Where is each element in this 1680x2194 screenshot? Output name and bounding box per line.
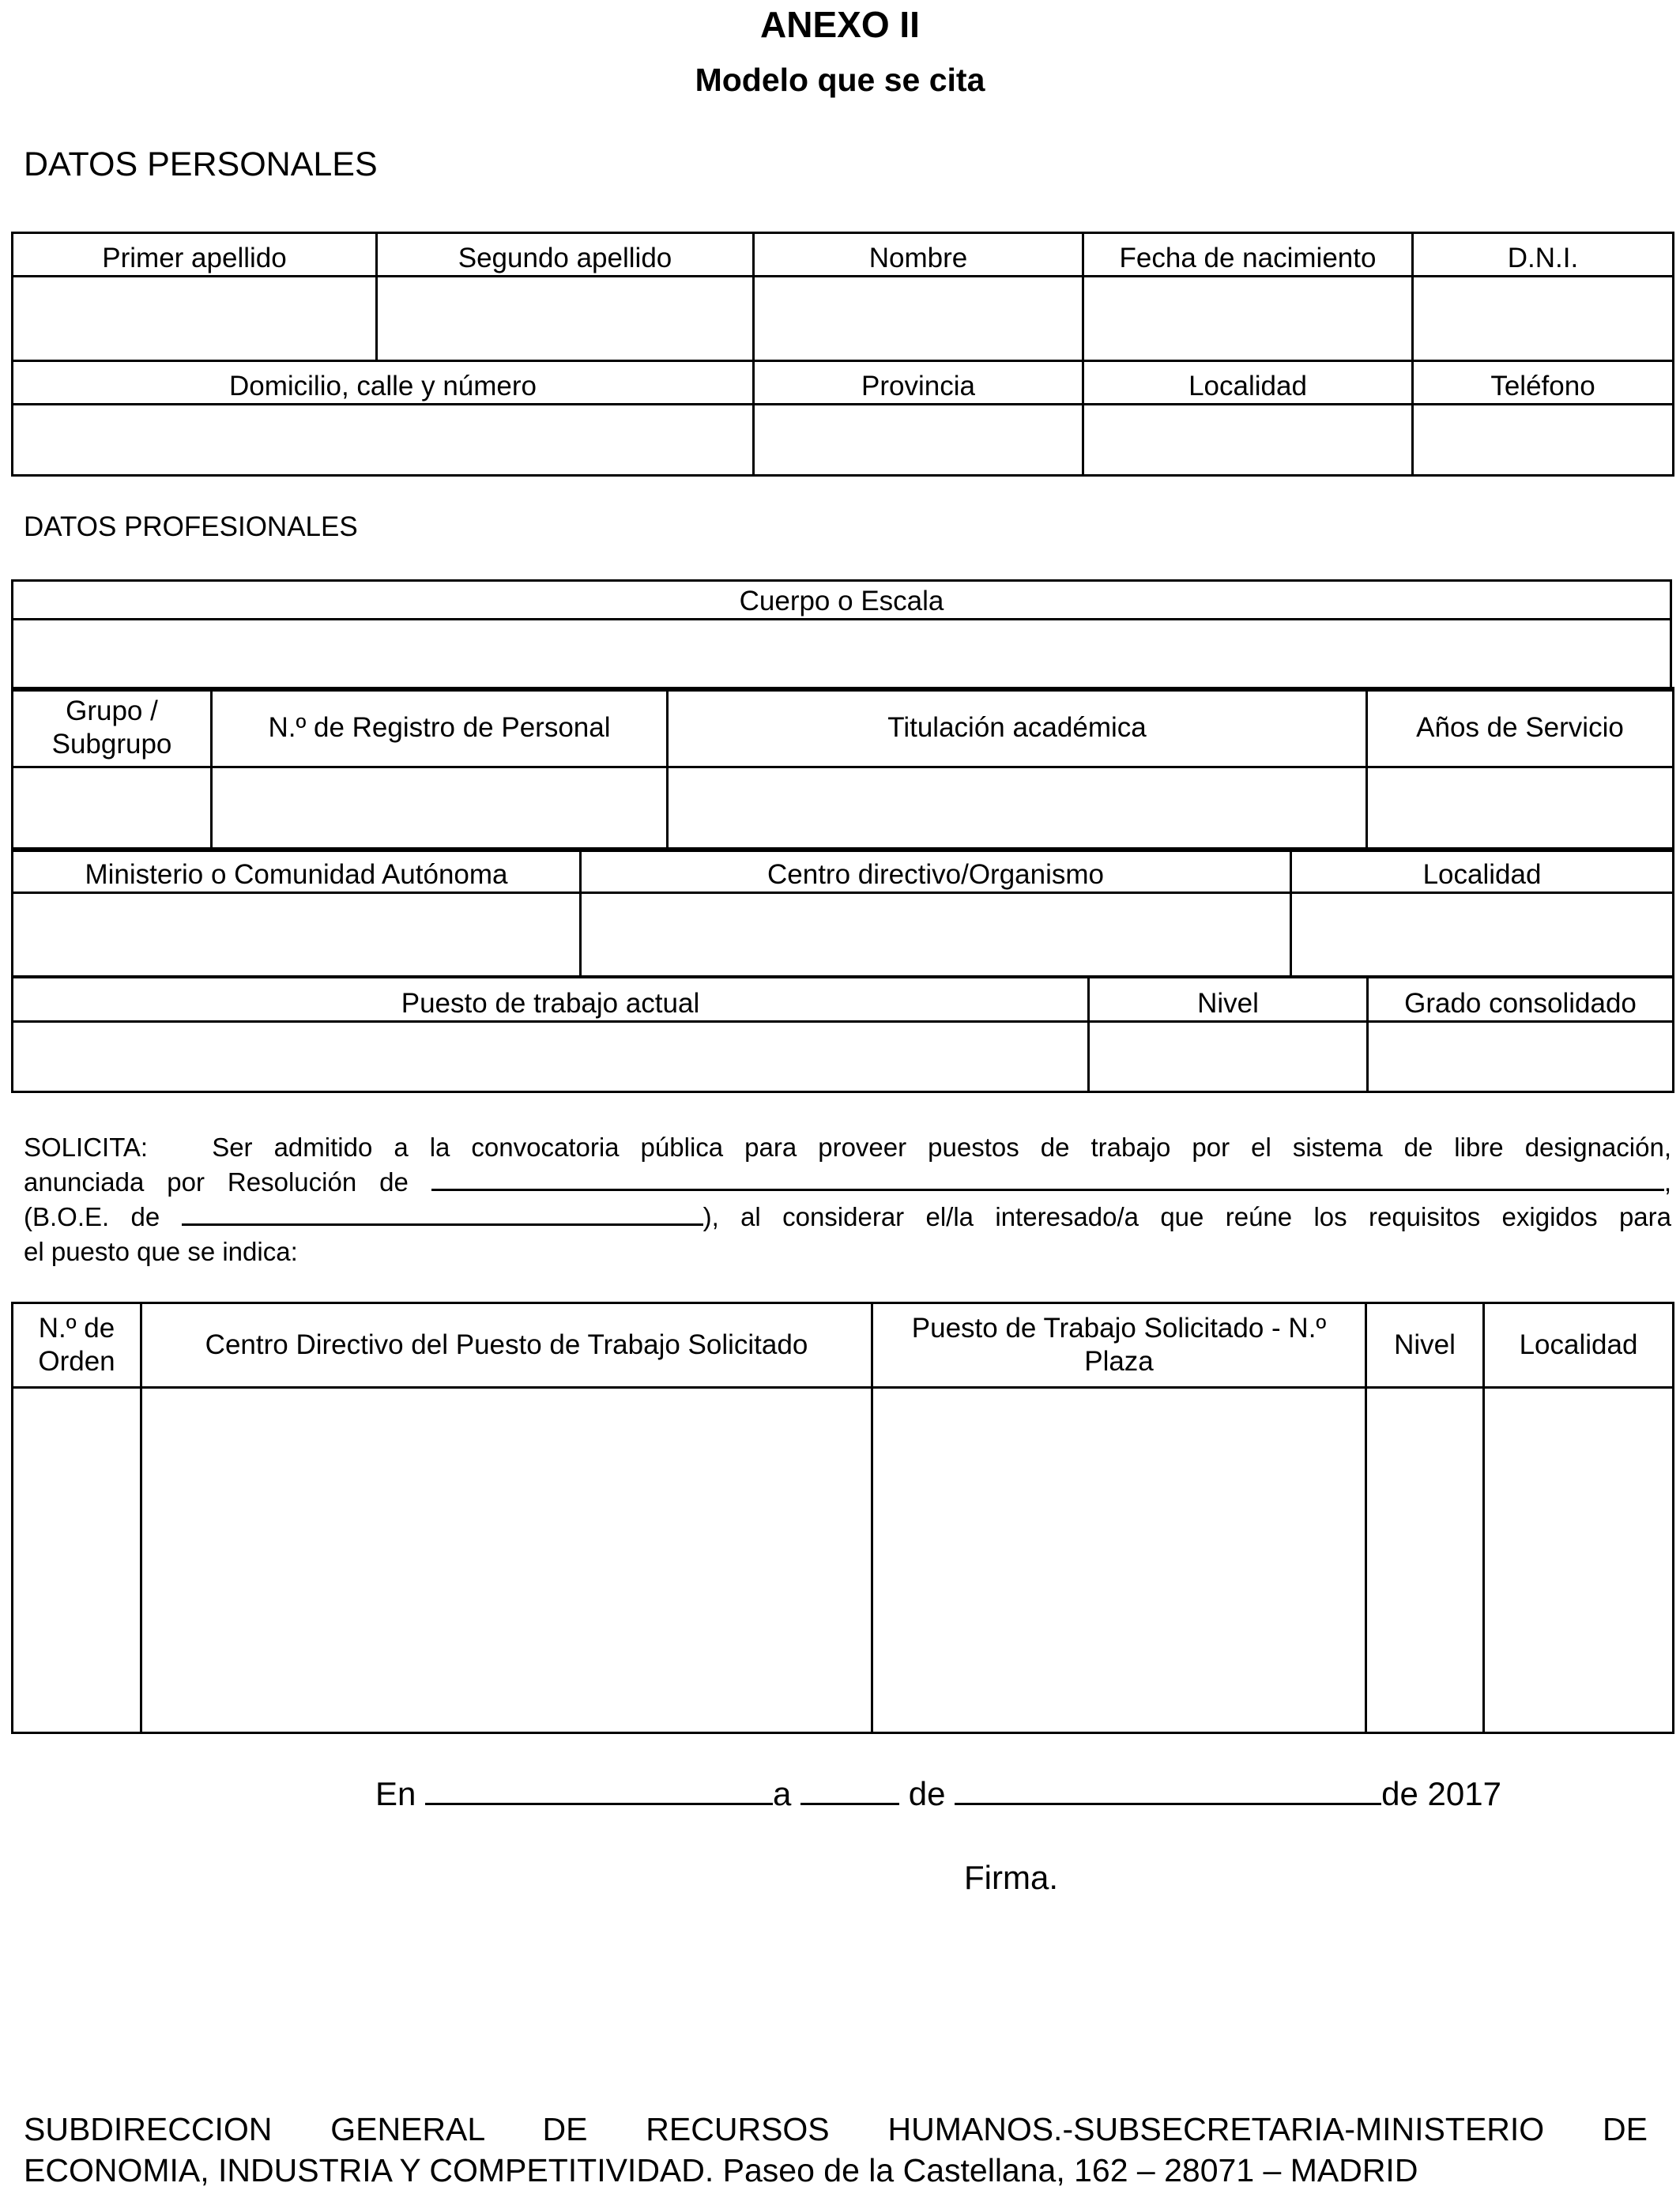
field-localidad-prof[interactable] <box>1291 893 1674 977</box>
label-cuerpo-escala: Cuerpo o Escala <box>13 581 1671 620</box>
field-titulacion[interactable] <box>668 767 1367 851</box>
solicita-paragraph <box>24 1130 1671 1269</box>
footer-line-1: SUBDIRECCION GENERAL DE RECURSOS HUMANOS.-SUBSECRETARIA-MINISTERIO DE <box>24 2111 1648 2147</box>
label-grado: Grado consolidado <box>1368 978 1674 1022</box>
label-nombre: Nombre <box>754 233 1083 277</box>
boe-blank[interactable] <box>182 1200 703 1226</box>
field-centro-directivo[interactable] <box>581 893 1291 977</box>
field-nivel[interactable] <box>1089 1022 1368 1092</box>
label-domicilio: Domicilio, calle y número <box>13 361 754 405</box>
label-provincia: Provincia <box>754 361 1083 405</box>
label-titulacion: Titulación académica <box>668 688 1367 767</box>
label-localidad-prof: Localidad <box>1291 849 1674 893</box>
date-month-blank[interactable] <box>955 1779 1381 1805</box>
date-day-blank[interactable] <box>800 1779 899 1805</box>
signature-label: Firma. <box>964 1859 1058 1896</box>
solicita-line-3 <box>24 1200 1671 1235</box>
field-numero-orden[interactable] <box>13 1388 141 1733</box>
date-line <box>375 1770 1501 1818</box>
label-primer-apellido: Primer apellido <box>13 233 377 277</box>
solicita-line-1 <box>24 1130 1671 1165</box>
solicita-line-2 <box>24 1165 1671 1200</box>
label-anos-servicio: Años de Servicio <box>1367 688 1674 767</box>
solicita-text-3b: ), al considerar el/la interesado/a que reúne los requisitos exigidos para <box>703 1202 1672 1231</box>
solicita-label: SOLICITA: <box>24 1133 149 1162</box>
solicita-text-3: (B.O.E. de <box>24 1202 160 1231</box>
field-anos-servicio[interactable] <box>1367 767 1674 851</box>
label-localidad-solicitada: Localidad <box>1484 1303 1674 1388</box>
grupo-table <box>11 687 1674 852</box>
date-a-label: a <box>773 1775 792 1812</box>
label-ministerio: Ministerio o Comunidad Autónoma <box>13 849 581 893</box>
field-dni[interactable] <box>1413 277 1674 361</box>
puesto-table <box>11 976 1674 1093</box>
label-dni: D.N.I. <box>1413 233 1674 277</box>
label-numero-orden: N.º de Orden <box>13 1303 141 1388</box>
field-grado[interactable] <box>1368 1022 1674 1092</box>
label-fecha-nacimiento: Fecha de nacimiento <box>1083 233 1413 277</box>
label-centro-solicitado: Centro Directivo del Puesto de Trabajo Solicitado <box>141 1303 872 1388</box>
label-centro-directivo: Centro directivo/Organismo <box>581 849 1291 893</box>
field-nombre[interactable] <box>754 277 1083 361</box>
label-nivel: Nivel <box>1089 978 1368 1022</box>
section-heading-professional: DATOS PROFESIONALES <box>24 511 358 542</box>
ministerio-table <box>11 847 1674 978</box>
page-title: ANEXO II <box>760 4 920 45</box>
field-primer-apellido[interactable] <box>13 277 377 361</box>
label-segundo-apellido: Segundo apellido <box>377 233 754 277</box>
field-ministerio[interactable] <box>13 893 581 977</box>
footer-line-2: ECONOMIA, INDUSTRIA Y COMPETITIVIDAD. Paseo de la Castellana, 162 – 28071 – MADRID <box>24 2152 1418 2188</box>
field-registro-personal[interactable] <box>212 767 668 851</box>
personal-data-table <box>11 232 1674 477</box>
label-registro-personal: N.º de Registro de Personal <box>212 688 668 767</box>
field-domicilio[interactable] <box>13 405 754 476</box>
field-grupo-subgrupo[interactable] <box>13 767 212 851</box>
label-telefono: Teléfono <box>1413 361 1674 405</box>
label-nivel-solicitado: Nivel <box>1366 1303 1484 1388</box>
section-heading-personal: DATOS PERSONALES <box>24 145 378 183</box>
date-de-label: de <box>908 1775 946 1812</box>
date-en-label: En <box>375 1775 416 1812</box>
field-localidad[interactable] <box>1083 405 1413 476</box>
resolucion-blank[interactable] <box>431 1165 1664 1191</box>
page-subtitle: Modelo que se cita <box>695 62 985 98</box>
footer <box>24 2109 1648 2191</box>
label-puesto-actual: Puesto de trabajo actual <box>13 978 1089 1022</box>
field-centro-solicitado[interactable] <box>141 1388 872 1733</box>
field-segundo-apellido[interactable] <box>377 277 754 361</box>
field-cuerpo-escala[interactable] <box>13 620 1671 691</box>
label-puesto-solicitado: Puesto de Trabajo Solicitado - N.º Plaza <box>872 1303 1366 1388</box>
solicita-text-1: Ser admitido a la convocatoria pública para proveer puestos de trabajo por el sistema de libre designación, <box>212 1133 1671 1162</box>
request-table <box>11 1302 1674 1734</box>
solicita-text-2: anunciada por Resolución de <box>24 1167 409 1197</box>
label-grupo-subgrupo: Grupo / Subgrupo <box>13 688 212 767</box>
solicita-comma: , <box>1663 1167 1671 1197</box>
solicita-line-4: el puesto que se indica: <box>24 1237 298 1266</box>
field-telefono[interactable] <box>1413 405 1674 476</box>
label-localidad: Localidad <box>1083 361 1413 405</box>
date-place-blank[interactable] <box>425 1779 773 1805</box>
field-provincia[interactable] <box>754 405 1083 476</box>
field-nivel-solicitado[interactable] <box>1366 1388 1484 1733</box>
field-puesto-actual[interactable] <box>13 1022 1089 1092</box>
field-puesto-solicitado[interactable] <box>872 1388 1366 1733</box>
cuerpo-table <box>11 579 1672 692</box>
date-year-label: de 2017 <box>1381 1775 1501 1812</box>
field-fecha-nacimiento[interactable] <box>1083 277 1413 361</box>
field-localidad-solicitada[interactable] <box>1484 1388 1674 1733</box>
